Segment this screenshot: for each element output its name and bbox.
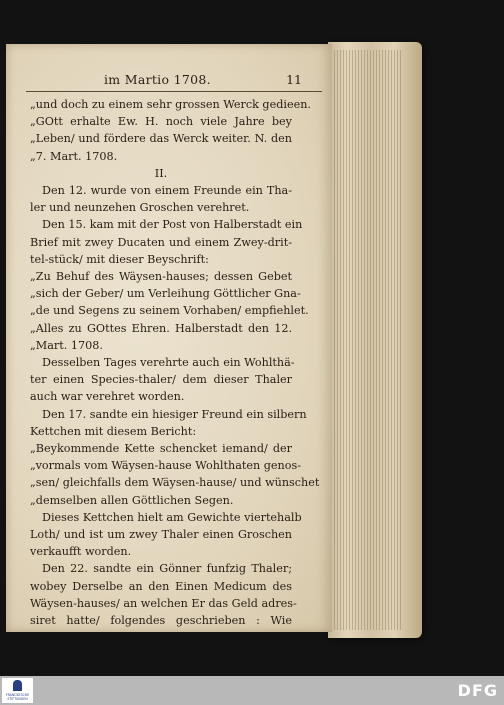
text-line: „und doch zu einem sehr grossen Werck gedieen. bbox=[30, 98, 311, 111]
text-line: „sen/ gleichfalls dem Wäysen-hause/ und wünschet bbox=[30, 476, 320, 490]
text-line: „Zu Behuf des Wäysen-hauses; dessen Gebet bbox=[30, 270, 292, 284]
page-header bbox=[66, 72, 302, 90]
text-line: „demselben allen Göttlichen Segen. bbox=[30, 493, 234, 507]
text-line: Den 15. kam mit der Post von Halberstadt ein bbox=[42, 218, 303, 232]
text-line: Brief mit zwey Ducaten und einem Zwey-drit- bbox=[30, 235, 292, 249]
running-head: im Martio 1708. bbox=[104, 72, 211, 87]
text-line: Kettchen mit diesem Bericht: bbox=[30, 424, 197, 438]
text-line: Den 17. sandte ein hiesiger Freund ein silbern bbox=[42, 407, 307, 421]
text-line: auch war verehret worden. bbox=[30, 390, 185, 404]
text-line: verkaufft worden. bbox=[30, 545, 132, 559]
header-rule bbox=[26, 91, 322, 92]
text-line: Den 12. wurde von einem Freunde ein Tha- bbox=[42, 184, 292, 198]
text-line: Wäysen-hauses/ an welchen Er das Geld adres- bbox=[30, 596, 297, 610]
text-line: II. bbox=[154, 166, 168, 180]
text-line: „sich der Geber/ um Verleihung Göttlicher Gna- bbox=[30, 287, 301, 301]
book-page-edges bbox=[328, 42, 422, 638]
text-line: Den 22. sandte ein Gönner funfzig Thaler; bbox=[42, 562, 292, 576]
text-line: ler und neunzehen Groschen verehret. bbox=[30, 201, 250, 215]
text-line: „Leben/ und fördere das Werck weiter. N. den bbox=[30, 132, 292, 146]
footer-bar bbox=[0, 676, 504, 705]
text-line: tel-stück/ mit dieser Beyschrift: bbox=[30, 252, 209, 266]
text-line: „vormals vom Wäysen-hause Wohlthaten genos- bbox=[30, 459, 301, 473]
text-line: „GOtt erhalte Ew. H. noch viele Jahre bey bbox=[30, 115, 292, 129]
text-line: Loth/ und ist um zwey Thaler einen Groschen bbox=[30, 528, 292, 542]
text-line: Desselben Tages verehrte auch ein Wohlthä- bbox=[42, 356, 295, 370]
page-number: 11 bbox=[286, 72, 302, 87]
text-line: Dieses Kettchen hielt am Gewichte viertehalb bbox=[42, 510, 302, 524]
book-page bbox=[6, 44, 332, 632]
text-line: ter einen Species-thaler/ dem dieser Thaler bbox=[30, 373, 292, 387]
text-line: wobey Derselbe an den Einen Medicum des bbox=[30, 579, 292, 593]
body-text bbox=[30, 96, 320, 629]
institution-logo bbox=[2, 678, 33, 703]
logo-caption: FRANCKESCHE STIFTUNGEN bbox=[5, 693, 30, 701]
text-line: „Mart. 1708. bbox=[30, 338, 103, 352]
dfg-logo: DFG bbox=[457, 681, 498, 700]
text-line: „de und Segens zu seinem Vorhaben/ empfiehlet. bbox=[30, 304, 309, 318]
text-line: „Alles zu GOttes Ehren. Halberstadt den 12. bbox=[30, 321, 292, 335]
text-line: „7. Mart. 1708. bbox=[30, 149, 118, 163]
text-line: siret hatte/ folgendes geschrieben : Wie bbox=[30, 614, 292, 628]
text-line: „Beykommende Kette schencket iemand/ der bbox=[30, 442, 292, 456]
logo-emblem-icon bbox=[13, 680, 22, 691]
